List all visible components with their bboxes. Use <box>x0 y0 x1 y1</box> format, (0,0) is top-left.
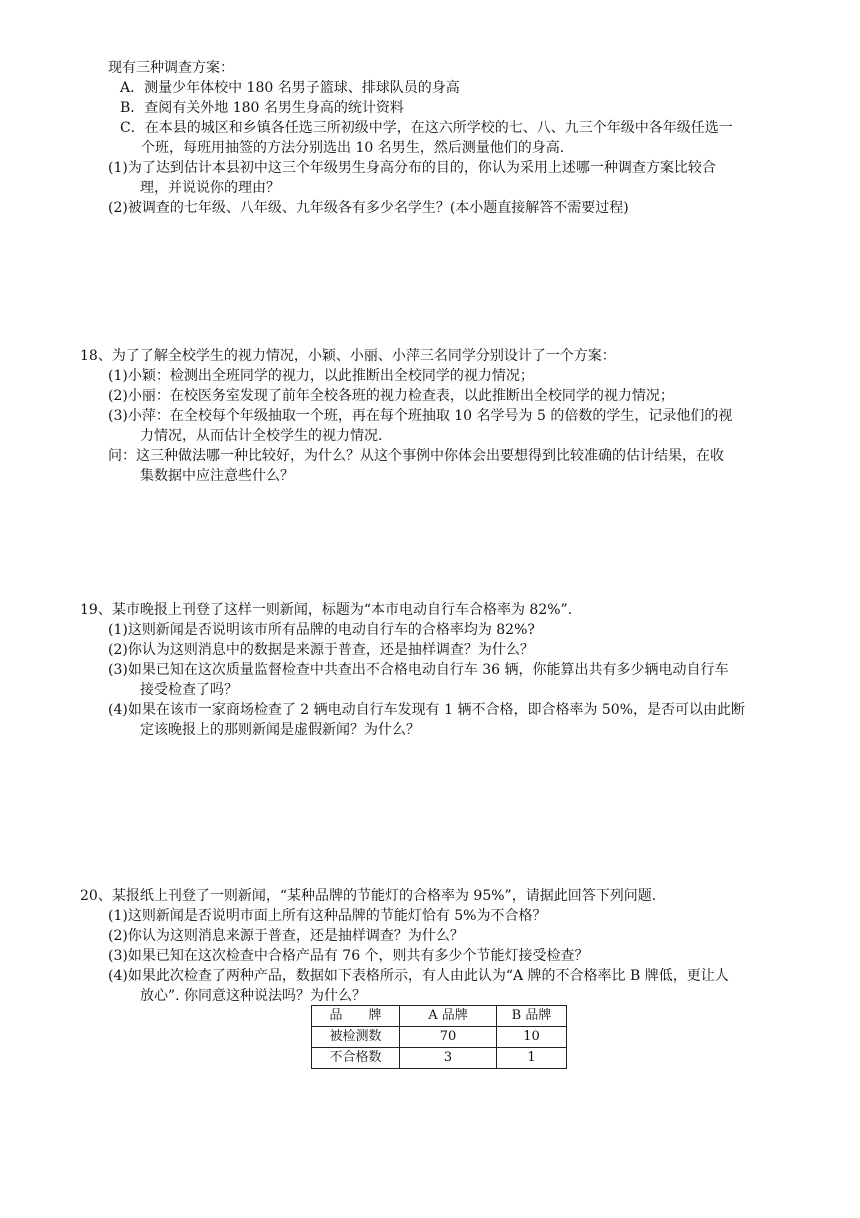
q17-option-c-line1: C．在本县的城区和乡镇各任选三所初级中学，在这六所学校的七、八、九三个年级中各年级任选一 <box>120 120 733 136</box>
table-cell: 10 <box>497 1027 567 1048</box>
q20-sub2: (2)你认为这则消息来源于普查，还是抽样调查？为什么？ <box>108 928 464 944</box>
q18-sub3-line2: 力情况，从而估计全校学生的视力情况. <box>140 428 383 444</box>
table-header-cell: A 品牌 <box>400 1006 497 1027</box>
q18-sub3-line1: (3)小萍：在全校每个年级抽取一个班，再在每个班抽取 10 名学号为 5 的倍数的学生，记录他们的视 <box>108 408 733 424</box>
q17-sub1-line1: (1)为了达到估计本县初中这三个年级男生身高分布的目的，你认为采用上述哪一种调查方案比较合 <box>108 160 716 176</box>
q19-sub3-line2: 接受检查了吗？ <box>140 682 238 698</box>
q18-stem: 18、为了了解全校学生的视力情况，小颖、小丽、小萍三名同学分别设计了一个方案： <box>80 348 616 364</box>
q20-stem: 20、某报纸上刊登了一则新闻，“某种品牌的节能灯的合格率为 95%”，请据此回答下列问题. <box>80 888 657 904</box>
q20-sub4-line1: (4)如果此次检查了两种产品，数据如下表格所示，有人由此认为“A 牌的不合格率比 B 牌低，更让人 <box>108 968 729 984</box>
q17-sub1-line2: 理，并说说你的理由？ <box>140 180 280 196</box>
q17-sub2: (2)被调查的七年级、八年级、九年级各有多少名学生？(本小题直接解答不需要过程) <box>108 200 629 216</box>
q19-stem: 19、某市晚报上刊登了这样一则新闻，标题为“本市电动自行车合格率为 82%”. <box>80 602 573 618</box>
q19-sub2: (2)你认为这则消息中的数据是来源于普查，还是抽样调查？为什么？ <box>108 642 534 658</box>
q20-sub1: (1)这则新闻是否说明市面上所有这种品牌的节能灯恰有 5%为不合格？ <box>108 908 547 924</box>
table-header-row <box>312 1006 567 1027</box>
q18-ask-line1: 问：这三种做法哪一种比较好，为什么？从这个事例中你体会出要想得到比较准确的估计结果，在收 <box>108 448 724 464</box>
q19-sub1: (1)这则新闻是否说明该市所有品牌的电动自行车的合格率均为 82%? <box>108 622 535 638</box>
q17-intro: 现有三种调查方案： <box>108 60 234 76</box>
q17-option-a: A．测量少年体校中 180 名男子篮球、排球队员的身高 <box>120 80 460 96</box>
table-header-cell: 品 牌 <box>312 1006 400 1027</box>
table-cell: 3 <box>400 1048 497 1069</box>
table-cell: 1 <box>497 1048 567 1069</box>
table-header-cell: B 品牌 <box>497 1006 567 1027</box>
q20-sub3: (3)如果已知在这次检查中合格产品有 76 个，则共有多少个节能灯接受检查？ <box>108 948 589 964</box>
q17-option-c-line2: 个班，每班用抽签的方法分别选出 10 名男生，然后测量他们的身高. <box>141 140 565 156</box>
table-cell: 不合格数 <box>312 1048 400 1069</box>
q18-ask-line2: 集数据中应注意些什么？ <box>140 468 294 484</box>
table-cell: 被检测数 <box>312 1027 400 1048</box>
q20-sub4-line2: 放心”. 你同意这种说法吗？为什么？ <box>140 988 367 1004</box>
q17-option-b: B．查阅有关外地 180 名男生身高的统计资料 <box>120 100 404 116</box>
table-cell: 70 <box>400 1027 497 1048</box>
q19-sub3-line1: (3)如果已知在这次质量监督检查中共查出不合格电动自行车 36 辆，你能算出共有多少辆电动自行车 <box>108 662 729 678</box>
q19-sub4-line2: 定该晚报上的那则新闻是虚假新闻？为什么？ <box>140 722 420 738</box>
q19-sub4-line1: (4)如果在该市一家商场检查了 2 辆电动自行车发现有 1 辆不合格，即合格率为 50%，是否可以由此断 <box>108 702 746 718</box>
brand-table <box>311 1005 567 1069</box>
q18-sub1: (1)小颖：检测出全班同学的视力，以此推断出全校同学的视力情况； <box>108 368 534 384</box>
table-row <box>312 1027 567 1048</box>
table-row <box>312 1048 567 1069</box>
q18-sub2: (2)小丽：在校医务室发现了前年全校各班的视力检查表，以此推断出全校同学的视力情况； <box>108 388 674 404</box>
